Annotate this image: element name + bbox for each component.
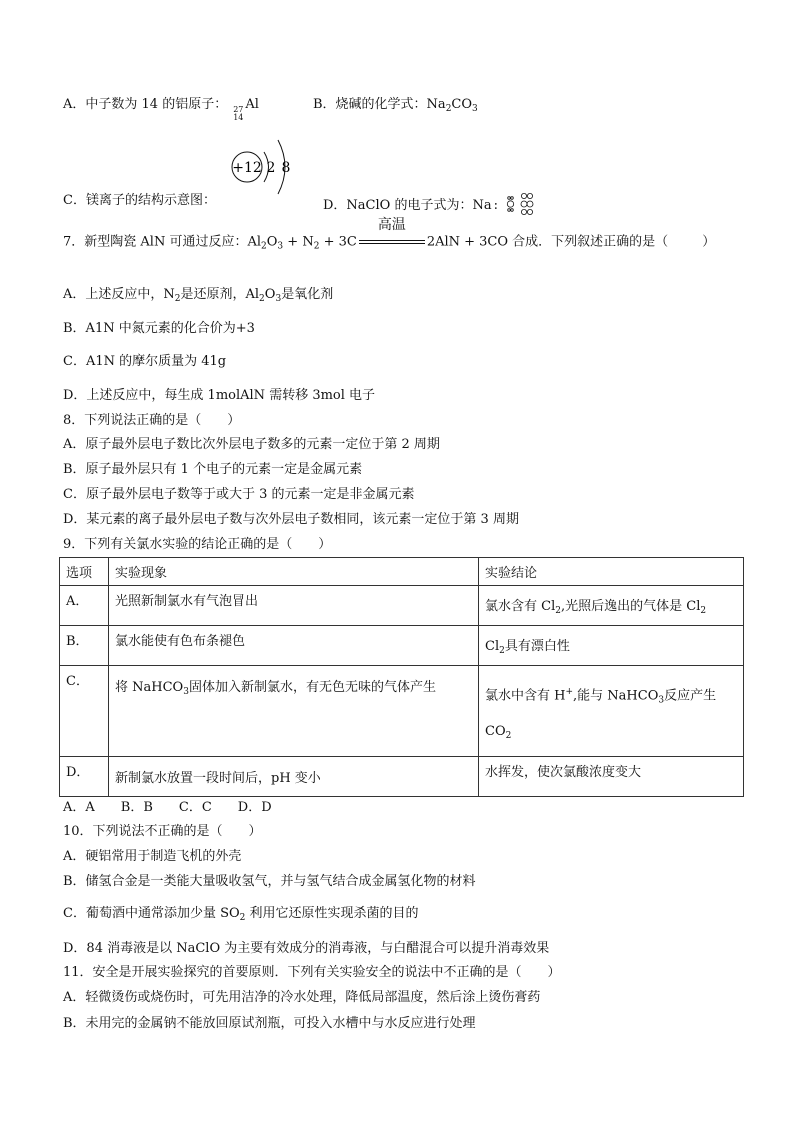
q11-option-b: B．未用完的金属钠不能放回原试剂瓶，可投入水槽中与水反应进行处理 <box>63 1016 476 1031</box>
q7-option-a <box>63 286 333 308</box>
iso-symbol: Al <box>245 97 259 112</box>
sub: 2 <box>261 241 267 252</box>
sub: 2 <box>259 294 265 304</box>
q6-option-d <box>323 192 538 216</box>
q10-option-b: B．储氢合金是一类能大量吸收氢气，并与氢气结合成金属氢化物的材料 <box>63 874 476 889</box>
row-phenomenon: 新制氯水放置一段时间后，pH 变小 <box>109 757 479 797</box>
header-phenomenon: 实验现象 <box>109 558 479 586</box>
reaction-condition-arrow <box>359 217 425 251</box>
q7-a-4: 是氧化剂 <box>281 287 334 302</box>
row-phenomenon: 光照新制氯水有气泡冒出 <box>109 586 479 626</box>
row-conclusion: $Cl_2$具有漂白性 <box>479 626 744 666</box>
sodium-symbol: Na <box>472 198 492 213</box>
q11-option-a: A．轻微烫伤或烧伤时，可先用洁净的冷水处理，降低局部温度，然后涂上烫伤膏药 <box>63 990 541 1005</box>
sub: 2 <box>313 241 320 252</box>
row-conclusion: 水挥发，使次氯酸浓度变大 <box>479 757 744 797</box>
row-phenomenon: 氯水能使有色布条褪色 <box>109 626 479 666</box>
q7-stem <box>63 217 716 256</box>
q9-choices: A．A B．B C．C D．D <box>63 800 272 815</box>
q8-option-c: C．原子最外层电子数等于或大于 3 的元素一定是非金属元素 <box>63 487 415 502</box>
nucleus-charge: +12 <box>232 160 262 176</box>
q7-option-b: B．A1N 中氮元素的化合价为+3 <box>63 321 255 336</box>
sub: 3 <box>472 104 478 114</box>
q7-plus-3c: + 3C <box>319 234 357 250</box>
q7-option-c: C．A1N 的摩尔质量为 41g <box>63 354 227 369</box>
q10-option-d: D．84 消毒液是以 NaClO 为主要有效成分的消毒液，与白醋混合可以提升消毒效果 <box>63 941 550 956</box>
iso-number: 14 <box>233 113 244 122</box>
q7-close: ） <box>702 234 716 250</box>
q10-option-c: C．葡萄酒中通常添加少量 $SO_2$ 利用它还原性实现杀菌的目的 <box>63 906 419 923</box>
q8-option-d: D．某元素的离子最外层电子数与次外层电子数相同，该元素一定位于第 3 周期 <box>63 512 519 527</box>
q7-a-1: A．上述反应中，N <box>63 287 175 302</box>
row-conclusion: 氯水含有 $Cl_2$,光照后逸出的气体是 $Cl_2$ <box>479 586 744 626</box>
q6-b-co: CO <box>451 97 473 112</box>
table-row <box>60 586 744 626</box>
row-conclusion: 氯水中含有 H+,能与 NaHCO$_3$反应产生 $CO_2$ <box>479 666 744 757</box>
q7-a-2: 是还原剂，Al <box>180 287 260 302</box>
q7-o: O <box>266 234 278 250</box>
q9-stem: 9．下列有关氯水实验的结论正确的是（ ） <box>63 537 332 552</box>
sub: 3 <box>277 241 284 252</box>
table-header-row <box>60 558 744 586</box>
magnesium-ion-diagram <box>228 134 308 204</box>
q6-option-b <box>313 96 478 118</box>
q8-stem: 8．下列说法正确的是（ ） <box>63 413 241 428</box>
sub: 2 <box>445 104 452 114</box>
shell-2-electrons: 8 <box>281 160 291 176</box>
q10-stem: 10．下列说法不正确的是（ ） <box>63 824 262 839</box>
table-row <box>60 626 744 666</box>
row-option: C． <box>60 666 109 757</box>
sub: 3 <box>275 294 282 304</box>
q6-a-text: A．中子数为 14 的铝原子： <box>63 97 228 112</box>
q8-option-b: B．原子最外层只有 1 个电子的元素一定是金属元素 <box>63 462 363 477</box>
q8-option-a: A．原子最外层电子数比次外层电子数多的元素一定位于第 2 周期 <box>63 437 440 452</box>
sub: 2 <box>174 294 181 304</box>
aluminum-isotope <box>233 106 243 122</box>
q6-option-c <box>63 192 216 210</box>
electron-dot-structure <box>504 192 538 216</box>
row-option: B． <box>60 626 109 666</box>
row-phenomenon: 将 NaHCO$_3$固体加入新制氯水，有无色无味的气体产生 <box>109 666 479 757</box>
q6-option-a <box>63 96 259 122</box>
q11-stem: 11．安全是开展实验探究的首要原则．下列有关实验安全的说法中不正确的是（ ） <box>63 965 561 980</box>
q6-b-text: B．烧碱的化学式：Na <box>313 97 446 112</box>
q7-stem-post: 合成．下列叙述正确的是（ <box>508 234 669 250</box>
header-conclusion: 实验结论 <box>479 558 744 586</box>
q7-stem-pre: 7．新型陶瓷 AlN 可通过反应：Al <box>63 234 262 250</box>
q9-table <box>59 557 744 797</box>
row-option: A． <box>60 586 109 626</box>
iso-mass: 27 <box>233 105 244 114</box>
header-option: 选项 <box>60 558 109 586</box>
q7-option-d: D．上述反应中，每生成 1molAlN 需转移 3mol 电子 <box>63 388 376 403</box>
q7-product: 2AlN + 3CO <box>426 234 509 250</box>
q7-plus-n: + N <box>283 234 314 250</box>
q7-a-3: O <box>264 287 276 302</box>
table-row <box>60 757 744 797</box>
q6-c-text: C．镁离子的结构示意图： <box>63 193 216 208</box>
electron-pair: : <box>493 198 498 213</box>
table-row <box>60 666 744 757</box>
shell-1-electrons: 2 <box>266 160 276 176</box>
q10-option-a: A．硬铝常用于制造飞机的外壳 <box>63 849 242 864</box>
row-option: D． <box>60 757 109 797</box>
q6-d-text: D．NaClO 的电子式为： <box>323 198 473 213</box>
reaction-condition: 高温 <box>377 217 406 233</box>
